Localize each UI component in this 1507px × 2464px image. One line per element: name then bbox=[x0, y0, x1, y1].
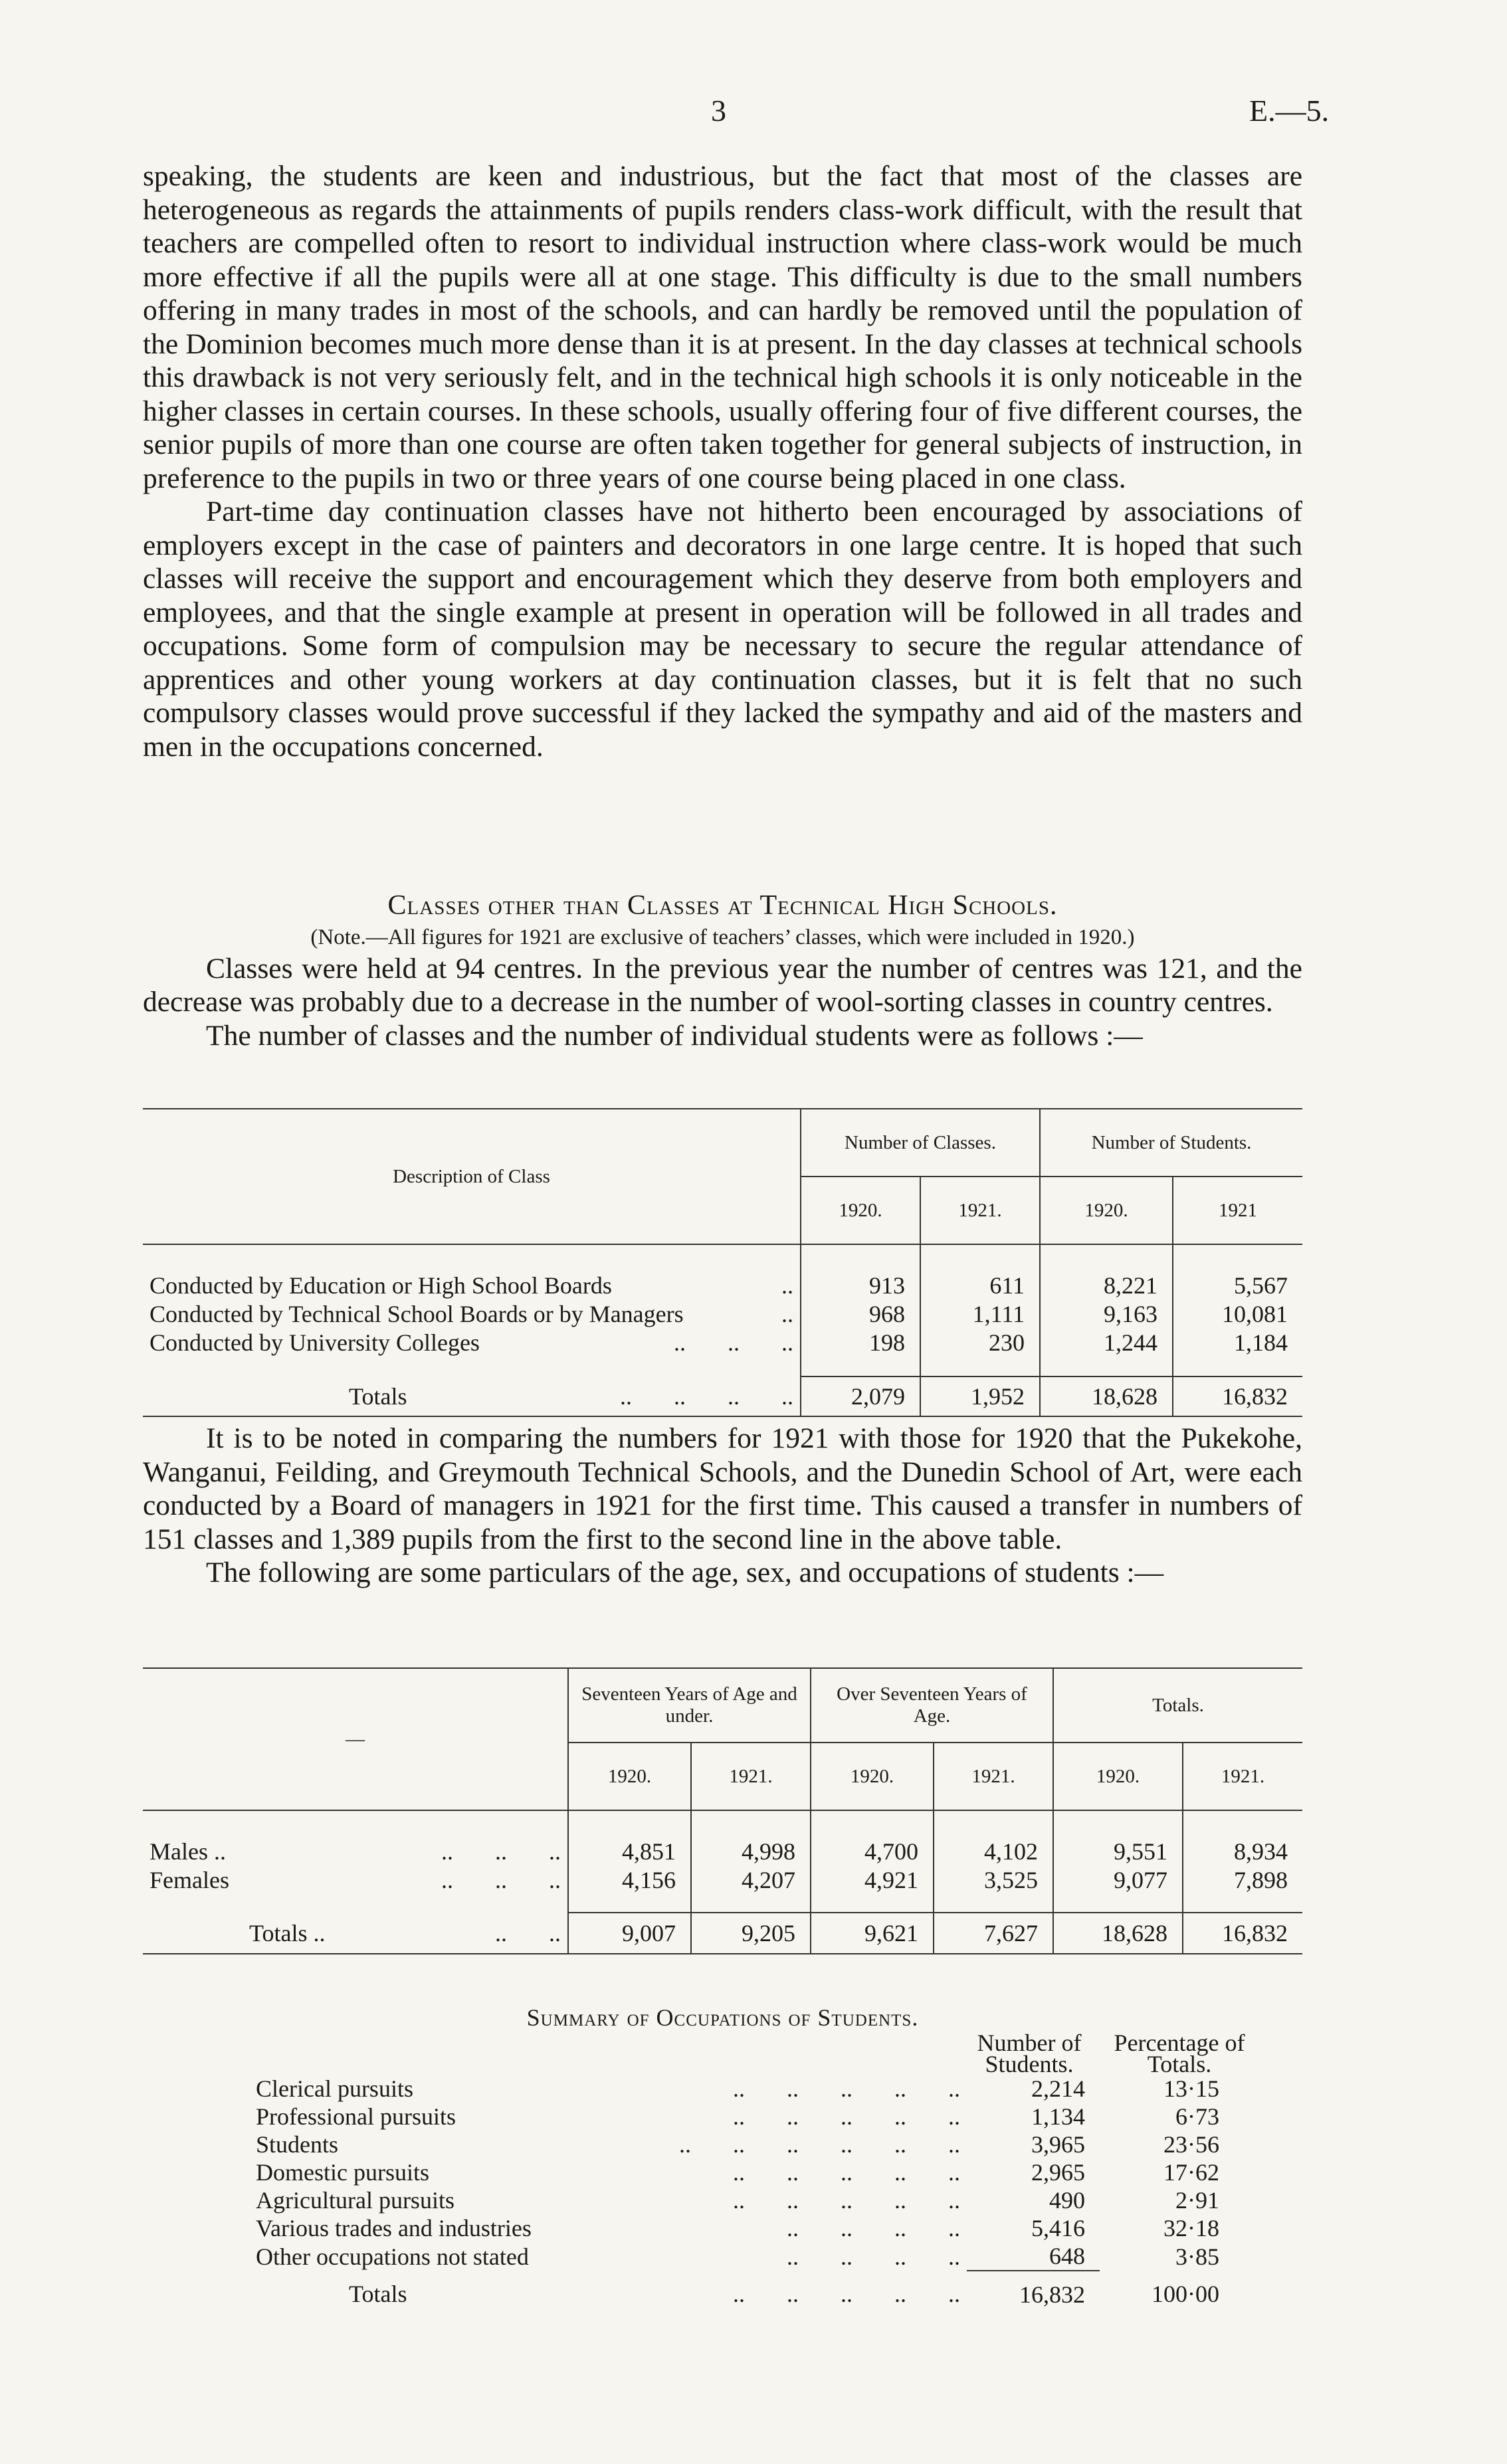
paragraph-2: Part-time day continuation classes have not hitherto been encouraged by associations of employers except in the case of painters and decorators in one large centre. It is hoped that such classes will receive the support and encouragement which they deserve from both employers and employees, and that the single example at present in operation will be followed in all trades and occupations. Some form of compulsion may be necessary to secure the regular attendance of apprentices and other young workers at day continuation classes, but it is felt that no such compulsory classes would prove successful if they lacked the sympathy and aid of the masters and men in the occupations concerned. bbox=[143, 496, 1302, 763]
summary-title: Summary of Occupations of Students. bbox=[526, 2004, 919, 2031]
row-label: Other occupations not stated bbox=[256, 2243, 529, 2270]
paragraph-5: It is to be noted in comparing the numbers for 1921 with those for 1920 that the Pukekohe, Wanganui, Feilding, and Greymouth Technical Schools, and the Dunedin School of Art, were each conducted by a Board of managers in 1921 for the first time. This caused a transfer in numbers of 151 classes and 1,389 pupils from the first to the second line in the above table. bbox=[143, 1422, 1302, 1555]
cell: 16,832 bbox=[1183, 1913, 1302, 1954]
leader-dots: .. .. .. .. .. bbox=[733, 2281, 960, 2307]
table-row bbox=[249, 2131, 1259, 2158]
row-label: Males .. bbox=[150, 1838, 226, 1865]
totals-row bbox=[249, 2271, 1259, 2317]
cell: 18,628 bbox=[1053, 1913, 1183, 1954]
cell: 1,244 bbox=[1040, 1328, 1173, 1357]
row-label: Conducted by Education or High School Boards bbox=[150, 1272, 612, 1299]
table-row bbox=[143, 1865, 1302, 1894]
leader-dots: .. .. .. .. .. bbox=[733, 2075, 960, 2102]
cell: 4,207 bbox=[691, 1865, 811, 1894]
percentage-col-header: Percentage of Totals. bbox=[1114, 2030, 1245, 2077]
row-label: Various trades and industries bbox=[256, 2215, 532, 2241]
row-label: Conducted by Technical School Boards or by Managers bbox=[150, 1300, 684, 1327]
paragraph-block-1 bbox=[143, 159, 1302, 763]
cell: 4,998 bbox=[691, 1837, 811, 1865]
group-header: Over Seventeen Years of Age. bbox=[811, 1668, 1053, 1743]
cell: 1,952 bbox=[920, 1376, 1040, 1416]
classes-table bbox=[143, 1108, 1302, 1417]
cell: 7,898 bbox=[1183, 1865, 1302, 1894]
cell: 968 bbox=[801, 1299, 920, 1328]
totals-row bbox=[143, 1376, 1302, 1416]
paragraph-3: Classes were held at 94 centres. In the previous year the number of centres was 121, and the decrease was probably due to a decrease in the number of wool-sorting classes in country centres. bbox=[143, 952, 1302, 1018]
year-header: 1920. bbox=[811, 1743, 934, 1810]
leader-dots: .. .. .. bbox=[441, 1838, 561, 1865]
table-row bbox=[143, 1328, 1302, 1357]
group-header: Seventeen Years of Age and under. bbox=[568, 1668, 811, 1743]
group-header: Totals. bbox=[1053, 1668, 1302, 1743]
cell: 9,163 bbox=[1040, 1299, 1173, 1328]
age-sex-table-wrap bbox=[143, 1667, 1302, 1954]
cell: 2,214 bbox=[1031, 2075, 1085, 2102]
year-header: 1920. bbox=[1053, 1743, 1183, 1810]
cell: 9,621 bbox=[811, 1913, 934, 1954]
table-row bbox=[249, 2158, 1259, 2186]
table-row bbox=[143, 1837, 1302, 1865]
classes-table-wrap bbox=[143, 1108, 1302, 1417]
cell: 198 bbox=[801, 1328, 920, 1357]
cell: 8,934 bbox=[1183, 1837, 1302, 1865]
cell: 3·85 bbox=[1175, 2243, 1219, 2270]
leader-dots: .. .. .. .. .. bbox=[733, 2159, 960, 2186]
blank-header: — bbox=[143, 1668, 568, 1810]
cell: 230 bbox=[920, 1328, 1040, 1357]
row-label: Domestic pursuits bbox=[256, 2159, 429, 2186]
leader-dots: .. .. .. .. .. bbox=[733, 2187, 960, 2214]
cell: 1,111 bbox=[920, 1299, 1040, 1328]
students-col-header: Number of Students. bbox=[977, 2030, 1082, 2077]
cell: 16,832 bbox=[1019, 2281, 1085, 2308]
paragraph-6: The following are some particulars of the age, sex, and occupations of students :— bbox=[206, 1557, 1164, 1588]
cell: 9,551 bbox=[1053, 1837, 1183, 1865]
cell: 913 bbox=[801, 1271, 920, 1299]
leader-dots: .. bbox=[781, 1300, 793, 1327]
leader-dots: .. .. .. .. .. bbox=[733, 2103, 960, 2130]
students-header: Number of Students. bbox=[1040, 1109, 1302, 1177]
classes-header: Number of Classes. bbox=[801, 1109, 1040, 1177]
age-sex-table bbox=[143, 1667, 1302, 1954]
summary-section bbox=[143, 2003, 1302, 2317]
section-heading: Classes other than Classes at Technical High Schools. bbox=[387, 890, 1058, 921]
cell: 4,921 bbox=[811, 1865, 934, 1894]
cell: 7,627 bbox=[934, 1913, 1053, 1954]
cell: 2,965 bbox=[1031, 2159, 1085, 2186]
year-header: 1921 bbox=[1173, 1177, 1302, 1244]
year-header: 1920. bbox=[801, 1177, 920, 1244]
leader-dots: .. bbox=[781, 1272, 793, 1299]
totals-row bbox=[143, 1913, 1302, 1954]
cell: 4,700 bbox=[811, 1837, 934, 1865]
cell: 23·56 bbox=[1163, 2131, 1219, 2158]
cell: 611 bbox=[920, 1271, 1040, 1299]
year-header: 1921. bbox=[920, 1177, 1040, 1244]
section-note: (Note.—All figures for 1921 are exclusive of teachers’ classes, which were included in 1920.) bbox=[310, 925, 1135, 949]
year-header: 1921. bbox=[691, 1743, 811, 1810]
cell: 6·73 bbox=[1175, 2103, 1219, 2130]
row-label: Totals bbox=[349, 1382, 407, 1410]
cell: 1,184 bbox=[1173, 1328, 1302, 1357]
cell: 4,851 bbox=[568, 1837, 691, 1865]
leader-dots: .. .. bbox=[495, 1919, 561, 1946]
document-reference: E.—5. bbox=[1249, 94, 1330, 128]
leader-dots: .. .. .. bbox=[674, 1329, 793, 1356]
cell: 3,525 bbox=[934, 1865, 1053, 1894]
cell: 3,965 bbox=[1031, 2131, 1085, 2158]
summary-table bbox=[249, 2032, 1259, 2317]
table-row bbox=[249, 2075, 1259, 2103]
cell: 10,081 bbox=[1173, 1299, 1302, 1328]
year-header: 1921. bbox=[934, 1743, 1053, 1810]
cell: 8,221 bbox=[1040, 1271, 1173, 1299]
cell: 490 bbox=[1049, 2187, 1085, 2214]
cell: 18,628 bbox=[1040, 1376, 1173, 1416]
cell: 1,134 bbox=[1031, 2103, 1085, 2130]
cell: 9,077 bbox=[1053, 1865, 1183, 1894]
table-row bbox=[249, 2242, 1259, 2271]
paragraph-4: The number of classes and the number of individual students were as follows :— bbox=[206, 1019, 1143, 1052]
year-header: 1921. bbox=[1183, 1743, 1302, 1810]
year-header: 1920. bbox=[1040, 1177, 1173, 1244]
leader-dots: .. .. .. .. bbox=[787, 2243, 960, 2270]
cell: 9,007 bbox=[568, 1913, 691, 1954]
row-label: Totals bbox=[349, 2281, 407, 2307]
section-intro bbox=[143, 889, 1302, 1052]
leader-dots: .. .. .. .. bbox=[787, 2215, 960, 2241]
cell: 2,079 bbox=[801, 1376, 920, 1416]
cell: 2·91 bbox=[1175, 2187, 1219, 2214]
leader-dots: .. .. .. bbox=[441, 1866, 561, 1893]
cell: 13·15 bbox=[1163, 2075, 1219, 2102]
table-row bbox=[143, 1271, 1302, 1299]
row-label: Students bbox=[256, 2131, 339, 2158]
leader-dots: .. .. .. .. .. .. bbox=[679, 2131, 960, 2158]
row-label: Agricultural pursuits bbox=[256, 2187, 454, 2214]
page-number: 3 bbox=[711, 94, 726, 128]
paragraph-block-2 bbox=[143, 1422, 1302, 1590]
leader-dots: .. .. .. .. bbox=[620, 1382, 793, 1410]
cell: 17·62 bbox=[1163, 2159, 1219, 2186]
cell: 100·00 bbox=[1152, 2281, 1219, 2307]
row-label: Clerical pursuits bbox=[256, 2075, 413, 2102]
cell: 5,567 bbox=[1173, 1271, 1302, 1299]
paragraph-1: speaking, the students are keen and industrious, but the fact that most of the classes are heterogeneous as regards the attainments of pupils renders class-work difficult, with the result that teachers are compelled often to resort to individual instruction where class-work would be much more effective if all the pupils were all at one stage. This difficulty is due to the small numbers offering in many trades in most of the schools, and can hardly be removed until the population of the Dominion becomes much more dense than it is at present. In the day classes at technical schools this drawback is not very seriously felt, and in the technical high schools it is only noticeable in the higher classes in certain courses. In these schools, usually offering four of five different courses, the senior pupils of more than one course are often taken together for general subjects of instruction, in preference to the pupils in two or three years of one course being placed in one class. bbox=[143, 160, 1302, 494]
table-row bbox=[249, 2186, 1259, 2214]
cell: 9,205 bbox=[691, 1913, 811, 1954]
cell: 4,156 bbox=[568, 1865, 691, 1894]
row-label: Professional pursuits bbox=[256, 2103, 456, 2130]
cell: 16,832 bbox=[1173, 1376, 1302, 1416]
table-row bbox=[143, 1299, 1302, 1328]
row-label: Conducted by University Colleges bbox=[150, 1329, 480, 1356]
year-header: 1920. bbox=[568, 1743, 691, 1810]
cell: 32·18 bbox=[1163, 2215, 1219, 2241]
row-label: Totals .. bbox=[249, 1919, 326, 1946]
cell: 5,416 bbox=[1031, 2215, 1085, 2241]
row-label: Females bbox=[150, 1866, 229, 1893]
cell: 4,102 bbox=[934, 1837, 1053, 1865]
desc-header: Description of Class bbox=[143, 1109, 801, 1244]
cell: 648 bbox=[967, 2242, 1100, 2271]
table-row bbox=[249, 2103, 1259, 2131]
table-row bbox=[249, 2214, 1259, 2242]
